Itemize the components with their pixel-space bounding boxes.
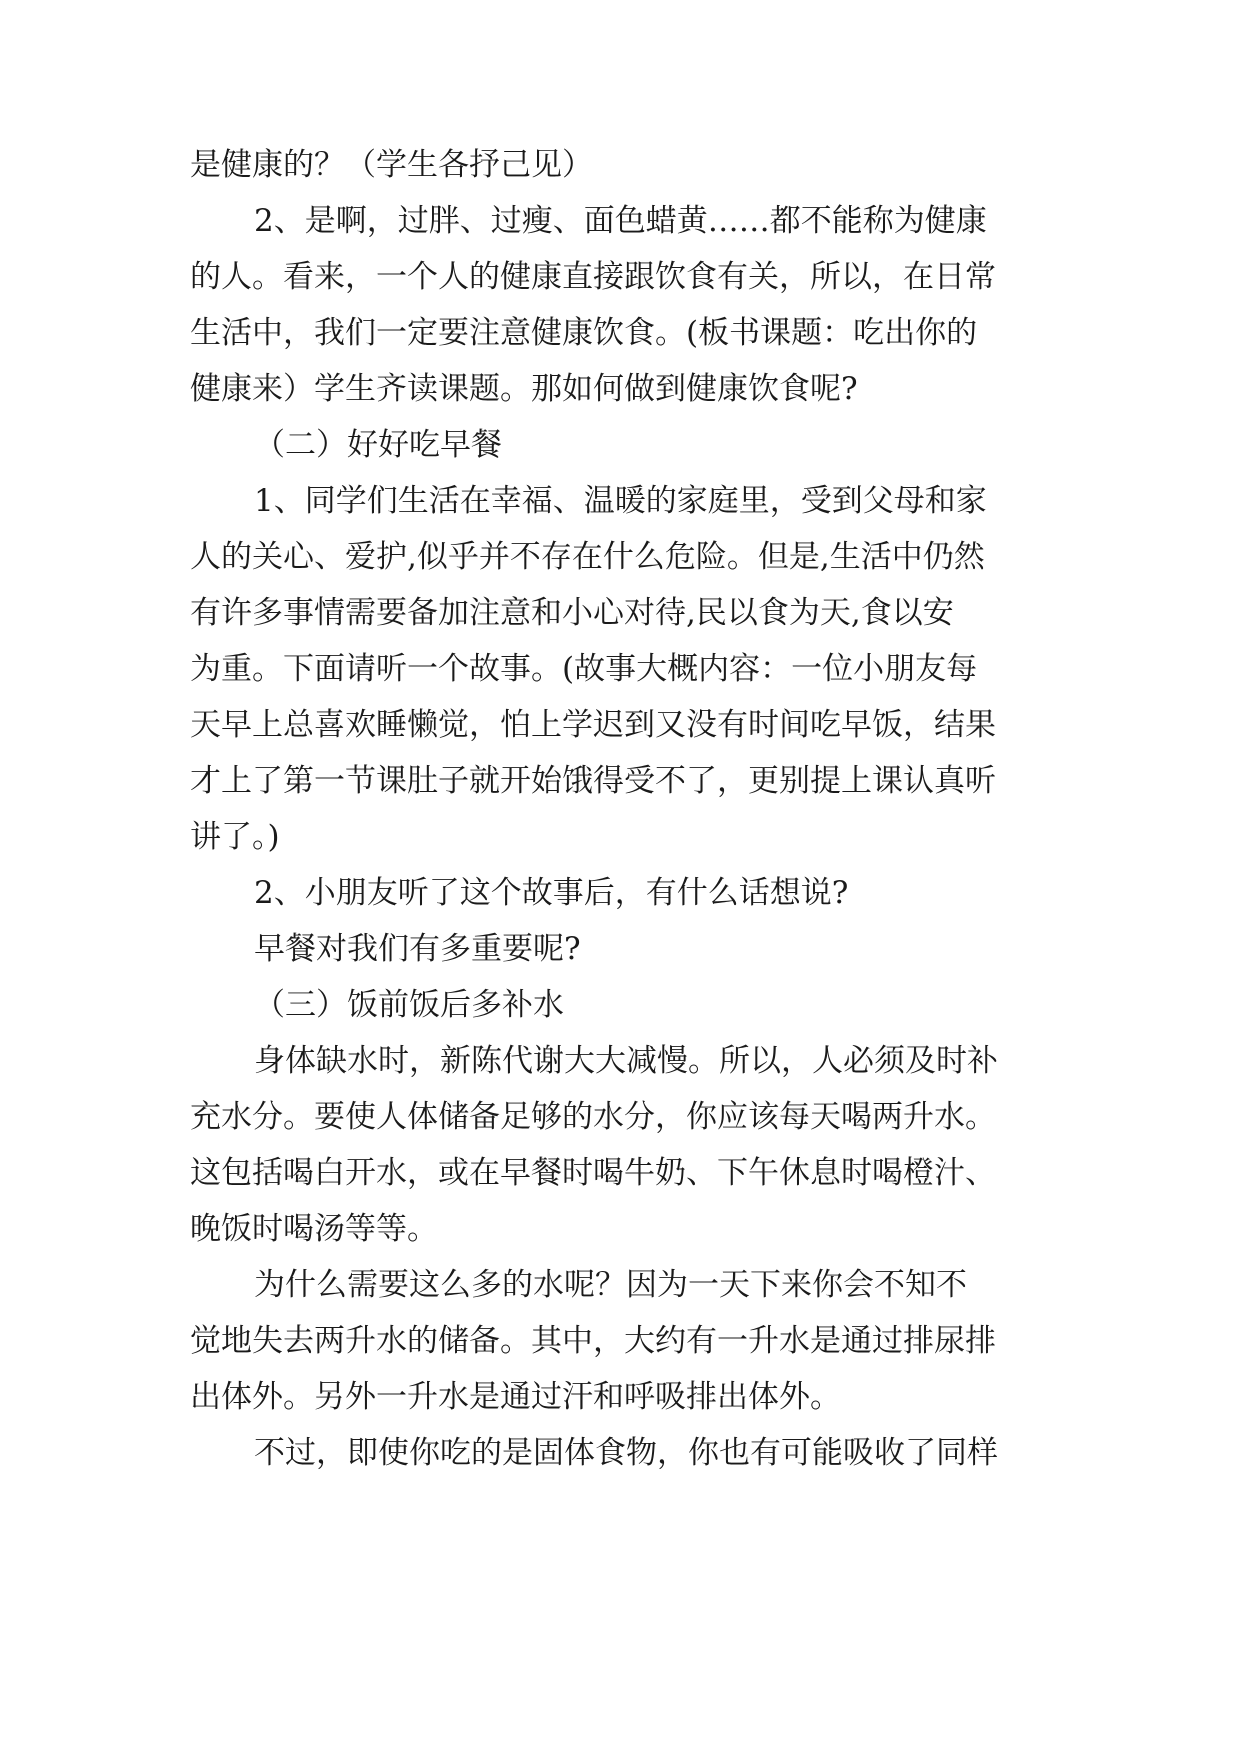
- text-line: 这包括喝白开水，或在早餐时喝牛奶、下午休息时喝橙汁、: [190, 1155, 996, 1191]
- text-line: 生活中，我们一定要注意健康饮食。(板书课题：吃出你的: [190, 315, 978, 351]
- text-line: 人的关心、爱护,似乎并不存在什么危险。但是,生活中仍然: [190, 539, 985, 575]
- text-line: 身体缺水时，新陈代谢大大减慢。所以，人必须及时补: [254, 1043, 998, 1079]
- text-line: 的人。看来，一个人的健康直接跟饮食有关，所以，在日常: [190, 259, 996, 295]
- text-line: 2、是啊，过胖、过瘦、面色蜡黄……都不能称为健康: [254, 203, 987, 239]
- text-line: 2、小朋友听了这个故事后，有什么话想说?: [254, 875, 849, 911]
- text-line: 出体外。另外一升水是通过汗和呼吸排出体外。: [190, 1379, 841, 1415]
- section-heading: （二）好好吃早餐: [254, 427, 502, 463]
- text-line: 为重。下面请听一个故事。(故事大概内容：一位小朋友每: [190, 651, 978, 687]
- text-line: 不过，即使你吃的是固体食物，你也有可能吸收了同样: [254, 1435, 998, 1471]
- text-line: 晚饭时喝汤等等。: [190, 1211, 438, 1247]
- text-line: 1、同学们生活在幸福、温暖的家庭里，受到父母和家: [254, 483, 987, 519]
- text-line: 健康来）学生齐读课题。那如何做到健康饮食呢?: [190, 371, 858, 407]
- section-heading: （三）饭前饭后多补水: [254, 987, 564, 1023]
- text-line: 是健康的？（学生各抒己见）: [190, 147, 593, 183]
- text-line: 讲了。): [190, 819, 280, 855]
- text-line: 充水分。要使人体储备足够的水分，你应该每天喝两升水。: [190, 1099, 996, 1135]
- text-line: 才上了第一节课肚子就开始饿得受不了，更别提上课认真听: [190, 763, 996, 799]
- text-line: 天早上总喜欢睡懒觉，怕上学迟到又没有时间吃早饭，结果: [190, 707, 996, 743]
- text-line: 有许多事情需要备加注意和小心对待,民以食为天,食以安: [190, 595, 954, 631]
- text-line: 觉地失去两升水的储备。其中，大约有一升水是通过排尿排: [190, 1323, 996, 1359]
- text-line: 早餐对我们有多重要呢?: [254, 931, 581, 967]
- text-line: 为什么需要这么多的水呢？因为一天下来你会不知不: [254, 1267, 967, 1303]
